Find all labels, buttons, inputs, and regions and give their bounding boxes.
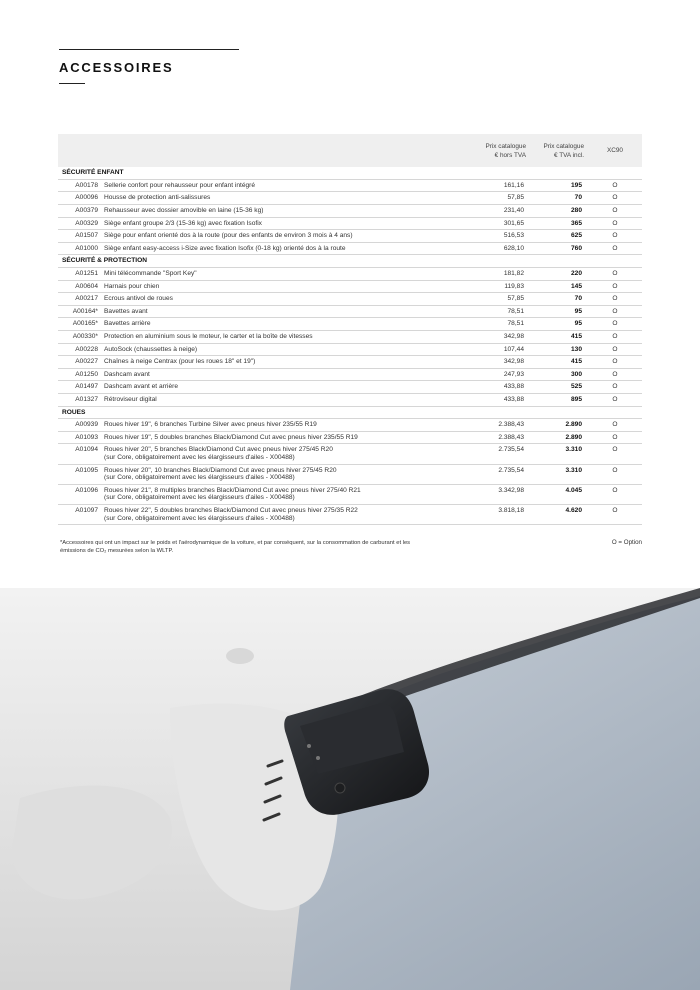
price-incl-vat: 415 xyxy=(530,356,588,369)
price-incl-vat: 2.890 xyxy=(530,431,588,444)
option-marker: O xyxy=(588,381,642,394)
article-description xyxy=(104,368,470,381)
description-line: Housse de protection anti-salissures xyxy=(104,194,211,202)
price-incl-vat: 3.310 xyxy=(530,444,588,464)
price-excl-vat: 342,98 xyxy=(470,331,530,344)
price-excl-vat: 516,53 xyxy=(470,230,530,243)
price-incl-vat: 70 xyxy=(530,293,588,306)
price-excl-vat: 161,16 xyxy=(470,179,530,192)
price-incl-vat: 70 xyxy=(530,192,588,205)
price-excl-vat: 57,85 xyxy=(470,293,530,306)
option-marker: O xyxy=(588,419,642,432)
price-incl-vat: 4.045 xyxy=(530,484,588,504)
table-row xyxy=(58,205,642,218)
price-excl-vat: 78,51 xyxy=(470,318,530,331)
article-description xyxy=(104,280,470,293)
price-excl-vat: 301,65 xyxy=(470,217,530,230)
description-line: Siège enfant groupe 2/3 (15-36 kg) avec fixation Isofix xyxy=(104,219,262,227)
price-excl-vat: 3.818,18 xyxy=(470,504,530,524)
accessories-table xyxy=(58,134,642,525)
price-excl-vat: 3.342,98 xyxy=(470,484,530,504)
description-line: Rehausseur avec dossier amovible en laine (15-36 kg) xyxy=(104,207,264,215)
price-incl-vat: 95 xyxy=(530,305,588,318)
article-code: A00604 xyxy=(58,280,104,293)
article-code: A01250 xyxy=(58,368,104,381)
article-description xyxy=(104,393,470,406)
description-line: Bavettes arrière xyxy=(104,320,151,328)
article-code: A00228 xyxy=(58,343,104,356)
description-line: Mini télécommande "Sport Key" xyxy=(104,270,197,278)
price-incl-vat: 95 xyxy=(530,318,588,331)
price-incl-vat: 760 xyxy=(530,242,588,255)
price-incl-vat: 220 xyxy=(530,268,588,281)
option-marker: O xyxy=(588,217,642,230)
price-excl-vat: 78,51 xyxy=(470,305,530,318)
description-note: (sur Core, obligatoirement avec les élargisseurs d'ailes - X00488) xyxy=(104,494,295,502)
article-description xyxy=(104,343,470,356)
table-row xyxy=(58,368,642,381)
table-row xyxy=(58,305,642,318)
article-code: A00096 xyxy=(58,192,104,205)
option-marker: O xyxy=(588,368,642,381)
table-row xyxy=(58,419,642,432)
table-row xyxy=(58,343,642,356)
description-line: Siège enfant easy-access i-Size avec fixation Isofix (0-18 kg) orienté dos à la route xyxy=(104,244,346,252)
price-excl-vat: 433,88 xyxy=(470,393,530,406)
article-description xyxy=(104,331,470,344)
option-marker: O xyxy=(588,242,642,255)
description-line: Roues hiver 20", 10 branches Black/Diamond Cut avec pneus hiver 275/45 R20 xyxy=(104,466,337,474)
article-description xyxy=(104,464,470,484)
price-excl-vat: 2.735,54 xyxy=(470,444,530,464)
price-incl-vat: 300 xyxy=(530,368,588,381)
price-incl-vat: 895 xyxy=(530,393,588,406)
price-incl-vat: 280 xyxy=(530,205,588,218)
section-title: SÉCURITÉ ENFANT xyxy=(58,167,642,179)
table-row xyxy=(58,504,642,524)
table-row xyxy=(58,293,642,306)
price-incl-vat: 525 xyxy=(530,381,588,394)
option-marker: O xyxy=(588,268,642,281)
section-title: ROUES xyxy=(58,406,642,419)
option-marker: O xyxy=(588,318,642,331)
description-line: Rétroviseur digital xyxy=(104,395,157,403)
price-incl-vat: 415 xyxy=(530,331,588,344)
article-code: A01095 xyxy=(58,464,104,484)
article-code: A00178 xyxy=(58,179,104,192)
article-description xyxy=(104,179,470,192)
table-row xyxy=(58,444,642,464)
table-row xyxy=(58,242,642,255)
article-description xyxy=(104,217,470,230)
price-excl-vat: 2.388,43 xyxy=(470,419,530,432)
description-note: (sur Core, obligatoirement avec les élargisseurs d'ailes - X00488) xyxy=(104,453,295,461)
table-row xyxy=(58,268,642,281)
article-description xyxy=(104,305,470,318)
option-marker: O xyxy=(588,504,642,524)
price-excl-vat: 107,44 xyxy=(470,343,530,356)
option-legend: O = Option xyxy=(611,539,642,546)
description-note: (sur Core, obligatoirement avec les élargisseurs d'ailes - X00488) xyxy=(104,474,295,482)
table-row xyxy=(58,331,642,344)
option-marker: O xyxy=(588,464,642,484)
price-excl-vat: 57,85 xyxy=(470,192,530,205)
table-body xyxy=(58,167,642,525)
price-excl-vat: 119,83 xyxy=(470,280,530,293)
table-row xyxy=(58,192,642,205)
description-line: Siège pour enfant orienté dos à la route (pour des enfants de environ 3 mois à 4 ans) xyxy=(104,232,353,240)
option-marker: O xyxy=(588,179,642,192)
table-row xyxy=(58,464,642,484)
option-marker: O xyxy=(588,305,642,318)
article-code: A00164* xyxy=(58,305,104,318)
option-marker: O xyxy=(588,356,642,369)
price-incl-vat: 625 xyxy=(530,230,588,243)
price-incl-vat: 3.310 xyxy=(530,464,588,484)
article-code: A01093 xyxy=(58,431,104,444)
description-line: Sellerie confort pour rehausseur pour enfant intégré xyxy=(104,181,256,189)
article-code: A01097 xyxy=(58,504,104,524)
price-incl-vat: 130 xyxy=(530,343,588,356)
table-row xyxy=(58,179,642,192)
article-code: A00939 xyxy=(58,419,104,432)
option-marker: O xyxy=(588,192,642,205)
article-description xyxy=(104,242,470,255)
price-excl-vat: 2.388,43 xyxy=(470,431,530,444)
header-blank xyxy=(104,134,470,167)
option-marker: O xyxy=(588,393,642,406)
article-description xyxy=(104,293,470,306)
description-line: Roues hiver 19", 6 branches Turbine Silver avec pneus hiver 235/55 R19 xyxy=(104,421,317,429)
table-row xyxy=(58,318,642,331)
article-description xyxy=(104,318,470,331)
description-line: Chaînes à neige Centrax (pour les roues 18" et 19") xyxy=(104,358,256,366)
article-description xyxy=(104,431,470,444)
option-marker: O xyxy=(588,431,642,444)
description-note: (sur Core, obligatoirement avec les élargisseurs d'ailes - X00488) xyxy=(104,514,295,522)
option-marker: O xyxy=(588,205,642,218)
page-title: ACCESSOIRES xyxy=(59,60,174,75)
description-line: AutoSock (chaussettes à neige) xyxy=(104,345,198,353)
section-header-row xyxy=(58,167,642,179)
description-line: Ecrous antivol de roues xyxy=(104,295,173,303)
article-description xyxy=(104,504,470,524)
article-description xyxy=(104,419,470,432)
article-description xyxy=(104,230,470,243)
article-code: A00165* xyxy=(58,318,104,331)
description-line: Roues hiver 20", 5 branches Black/Diamond Cut avec pneus hiver 275/45 R20 xyxy=(104,446,333,454)
article-code: A01507 xyxy=(58,230,104,243)
article-code: A00330* xyxy=(58,331,104,344)
description-line: Dashcam avant et arrière xyxy=(104,383,179,391)
price-excl-vat: 342,98 xyxy=(470,356,530,369)
table-row xyxy=(58,484,642,504)
article-code: A01251 xyxy=(58,268,104,281)
article-description xyxy=(104,205,470,218)
table-row xyxy=(58,217,642,230)
description-line: Bavettes avant xyxy=(104,307,148,315)
price-excl-vat: 2.735,54 xyxy=(470,464,530,484)
price-excl-vat: 433,88 xyxy=(470,381,530,394)
description-line: Roues hiver 21", 8 multiples branches Black/Diamond Cut avec pneus hiver 275/40 R21 xyxy=(104,486,361,494)
price-excl-vat: 247,93 xyxy=(470,368,530,381)
article-description xyxy=(104,444,470,464)
description-line: Roues hiver 22", 5 doubles branches Black/Diamond Cut avec pneus hiver 275/35 R22 xyxy=(104,506,358,514)
top-rule xyxy=(59,49,239,50)
option-marker: O xyxy=(588,280,642,293)
description-line: Roues hiver 19", 5 doubles branches Black/Diamond Cut avec pneus hiver 235/55 R19 xyxy=(104,433,358,441)
option-marker: O xyxy=(588,484,642,504)
table-row xyxy=(58,230,642,243)
header-price-ht: Prix catalogue € hors TVA xyxy=(470,134,530,167)
dashcam-photo xyxy=(0,588,700,990)
section-header-row xyxy=(58,255,642,268)
option-marker: O xyxy=(588,331,642,344)
article-code: A01000 xyxy=(58,242,104,255)
article-code: A00329 xyxy=(58,217,104,230)
article-description xyxy=(104,356,470,369)
article-code: A01327 xyxy=(58,393,104,406)
option-marker: O xyxy=(588,293,642,306)
price-excl-vat: 231,40 xyxy=(470,205,530,218)
table-row xyxy=(58,393,642,406)
article-code: A01094 xyxy=(58,444,104,464)
option-marker: O xyxy=(588,444,642,464)
article-description xyxy=(104,484,470,504)
header-blank xyxy=(58,134,104,167)
article-description xyxy=(104,381,470,394)
table-row xyxy=(58,431,642,444)
description-line: Dashcam avant xyxy=(104,370,150,378)
price-incl-vat: 2.890 xyxy=(530,419,588,432)
price-excl-vat: 181,82 xyxy=(470,268,530,281)
section-header-row xyxy=(58,406,642,419)
table-row xyxy=(58,356,642,369)
article-code: A00217 xyxy=(58,293,104,306)
article-description xyxy=(104,192,470,205)
option-marker: O xyxy=(588,230,642,243)
description-line: Harnais pour chien xyxy=(104,282,160,290)
price-excl-vat: 628,10 xyxy=(470,242,530,255)
header-model: XC90 xyxy=(588,134,642,167)
table-row xyxy=(58,381,642,394)
description-line: Protection en aluminium sous le moteur, le carter et la boîte de vitesses xyxy=(104,333,313,341)
price-incl-vat: 365 xyxy=(530,217,588,230)
table-header-row xyxy=(58,134,642,167)
option-marker: O xyxy=(588,343,642,356)
header-price-tva: Prix catalogue € TVA incl. xyxy=(530,134,588,167)
article-code: A01497 xyxy=(58,381,104,394)
price-incl-vat: 195 xyxy=(530,179,588,192)
article-code: A00227 xyxy=(58,356,104,369)
section-title: SÉCURITÉ & PROTECTION xyxy=(58,255,642,268)
article-code: A01096 xyxy=(58,484,104,504)
footnote: *Accessoires qui ont un impact sur le poids et l'aérodynamique de la voiture, et par conséquent, sur la consommation de carburant et les émissions de CO₂ mesurées selon la WLTP. xyxy=(60,540,411,554)
article-description xyxy=(104,268,470,281)
table-row xyxy=(58,280,642,293)
title-underline xyxy=(59,83,85,84)
price-incl-vat: 145 xyxy=(530,280,588,293)
price-incl-vat: 4.620 xyxy=(530,504,588,524)
article-code: A00379 xyxy=(58,205,104,218)
